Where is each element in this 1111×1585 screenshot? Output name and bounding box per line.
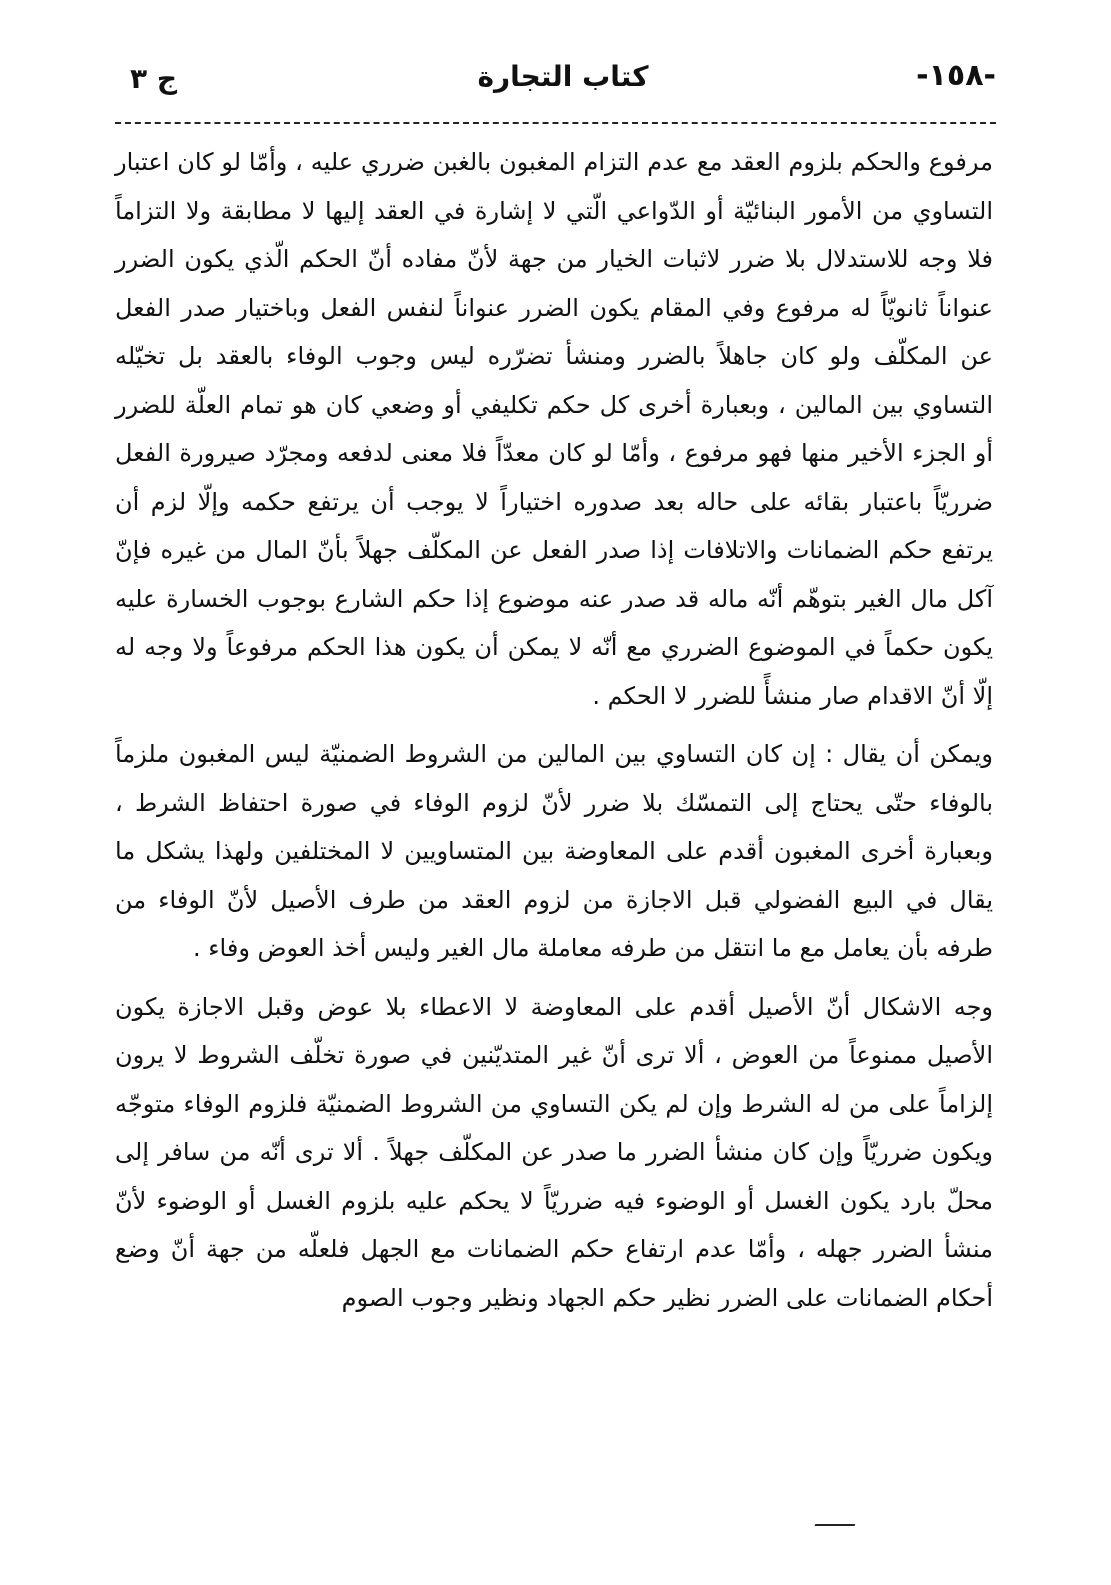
volume-label: ج ٣ bbox=[130, 62, 178, 95]
footer-mark bbox=[815, 1518, 858, 1526]
page-header bbox=[130, 58, 996, 108]
paragraph: ويمكن أن يقال : إن كان التساوي بين المالين من الشروط الضمنيّة ليس المغبون ملزماً بالوفاء حتّى يحتاج إلى التمسّك بلا ضرر لأنّ لزوم الوفاء في صورة احتفاظ الشرط ، وبعبارة أخرى المغبون أقدم على المعاوضة بين المتساويين لا المختلفين ولهذا يشكل ما يقال في البيع الفضولي قبل الاجازة من لزوم العقد من طرف الأصيل لأنّ الوفاء من طرفه بأن يعامل مع ما انتقل من طرفه معاملة مال الغير وليس أخذ العوض وفاء . bbox=[115, 740, 993, 962]
page-number: -١٥٨- bbox=[916, 58, 996, 93]
body-text bbox=[115, 138, 993, 1322]
book-title: كتاب التجارة bbox=[477, 60, 649, 93]
paragraph: مرفوع والحكم بلزوم العقد مع عدم التزام المغبون بالغبن ضرري عليه ، وأمّا لو كان اعتبار التساوي من الأمور البنائيّة أو الدّواعي الّتي لا إشارة في العقد إليها لا مطابقة ولا التزاماً فلا وجه للاستدلال بلا ضرر لاثبات الخيار من جهة لأنّ مفاده أنّ الحكم الّذي يكون الضرر عنواناً ثانويّاً له مرفوع وفي المقام يكون الضرر عنواناً لنفس الفعل وباختيار صدر الفعل عن المكلّف ولو كان جاهلاً بالضرر ومنشأ تضرّره ليس وجوب الوفاء بالعقد بل تخيّله التساوي بين المالين ، وبعبارة أخرى كل حكم تكليفي أو وضعي كان هو تمام العلّة للضرر أو الجزء الأخير منها فهو مرفوع ، وأمّا لو كان معدّاً فلا معنى لدفعه ومجرّد صيرورة الفعل ضرريّاً باعتبار بقائه على حاله بعد صدوره اختياراً لا يوجب أن يرتفع حكمه وإلّا لزم أن يرتفع حكم الضمانات والاتلافات إذا صدر الفعل عن المكلّف جهلاً بأنّ المال من غيره فإنّ آكل مال الغير بتوهّم أنّه ماله قد صدر عنه موضوع إذا حكم الشارع بوجوب الخسارة عليه يكون حكماً في الموضوع الضرري مع أنّه لا يمكن أن يكون هذا الحكم مرفوعاً ولا وجه له إلّا أنّ الاقدام صار منشأً للضرر لا الحكم . bbox=[115, 148, 993, 710]
paragraph: وجه الاشكال أنّ الأصيل أقدم على المعاوضة لا الاعطاء بلا عوض وقبل الاجازة يكون الأصيل ممنوعاً من العوض ، ألا ترى أنّ غير المتديّنين في صورة تخلّف الشروط لا يرون إلزاماً على من له الشرط وإن لم يكن التساوي من الشروط الضمنيّة فلزوم الوفاء متوجّه ويكون ضرريّاً وإن كان منشأ الضرر ما صدر عن المكلّف جهلاً . ألا ترى أنّه من سافر إلى محلّ بارد يكون الغسل أو الوضوء فيه ضرريّاً لا يحكم عليه بلزوم الغسل أو الوضوء لأنّ منشأ الضرر جهله ، وأمّا عدم ارتفاع حكم الضمانات مع الجهل فلعلّه من جهة أنّ وضع أحكام الضمانات على الضرر نظير حكم الجهاد ونظير وجوب الصوم bbox=[115, 992, 993, 1312]
header-divider bbox=[115, 122, 996, 124]
